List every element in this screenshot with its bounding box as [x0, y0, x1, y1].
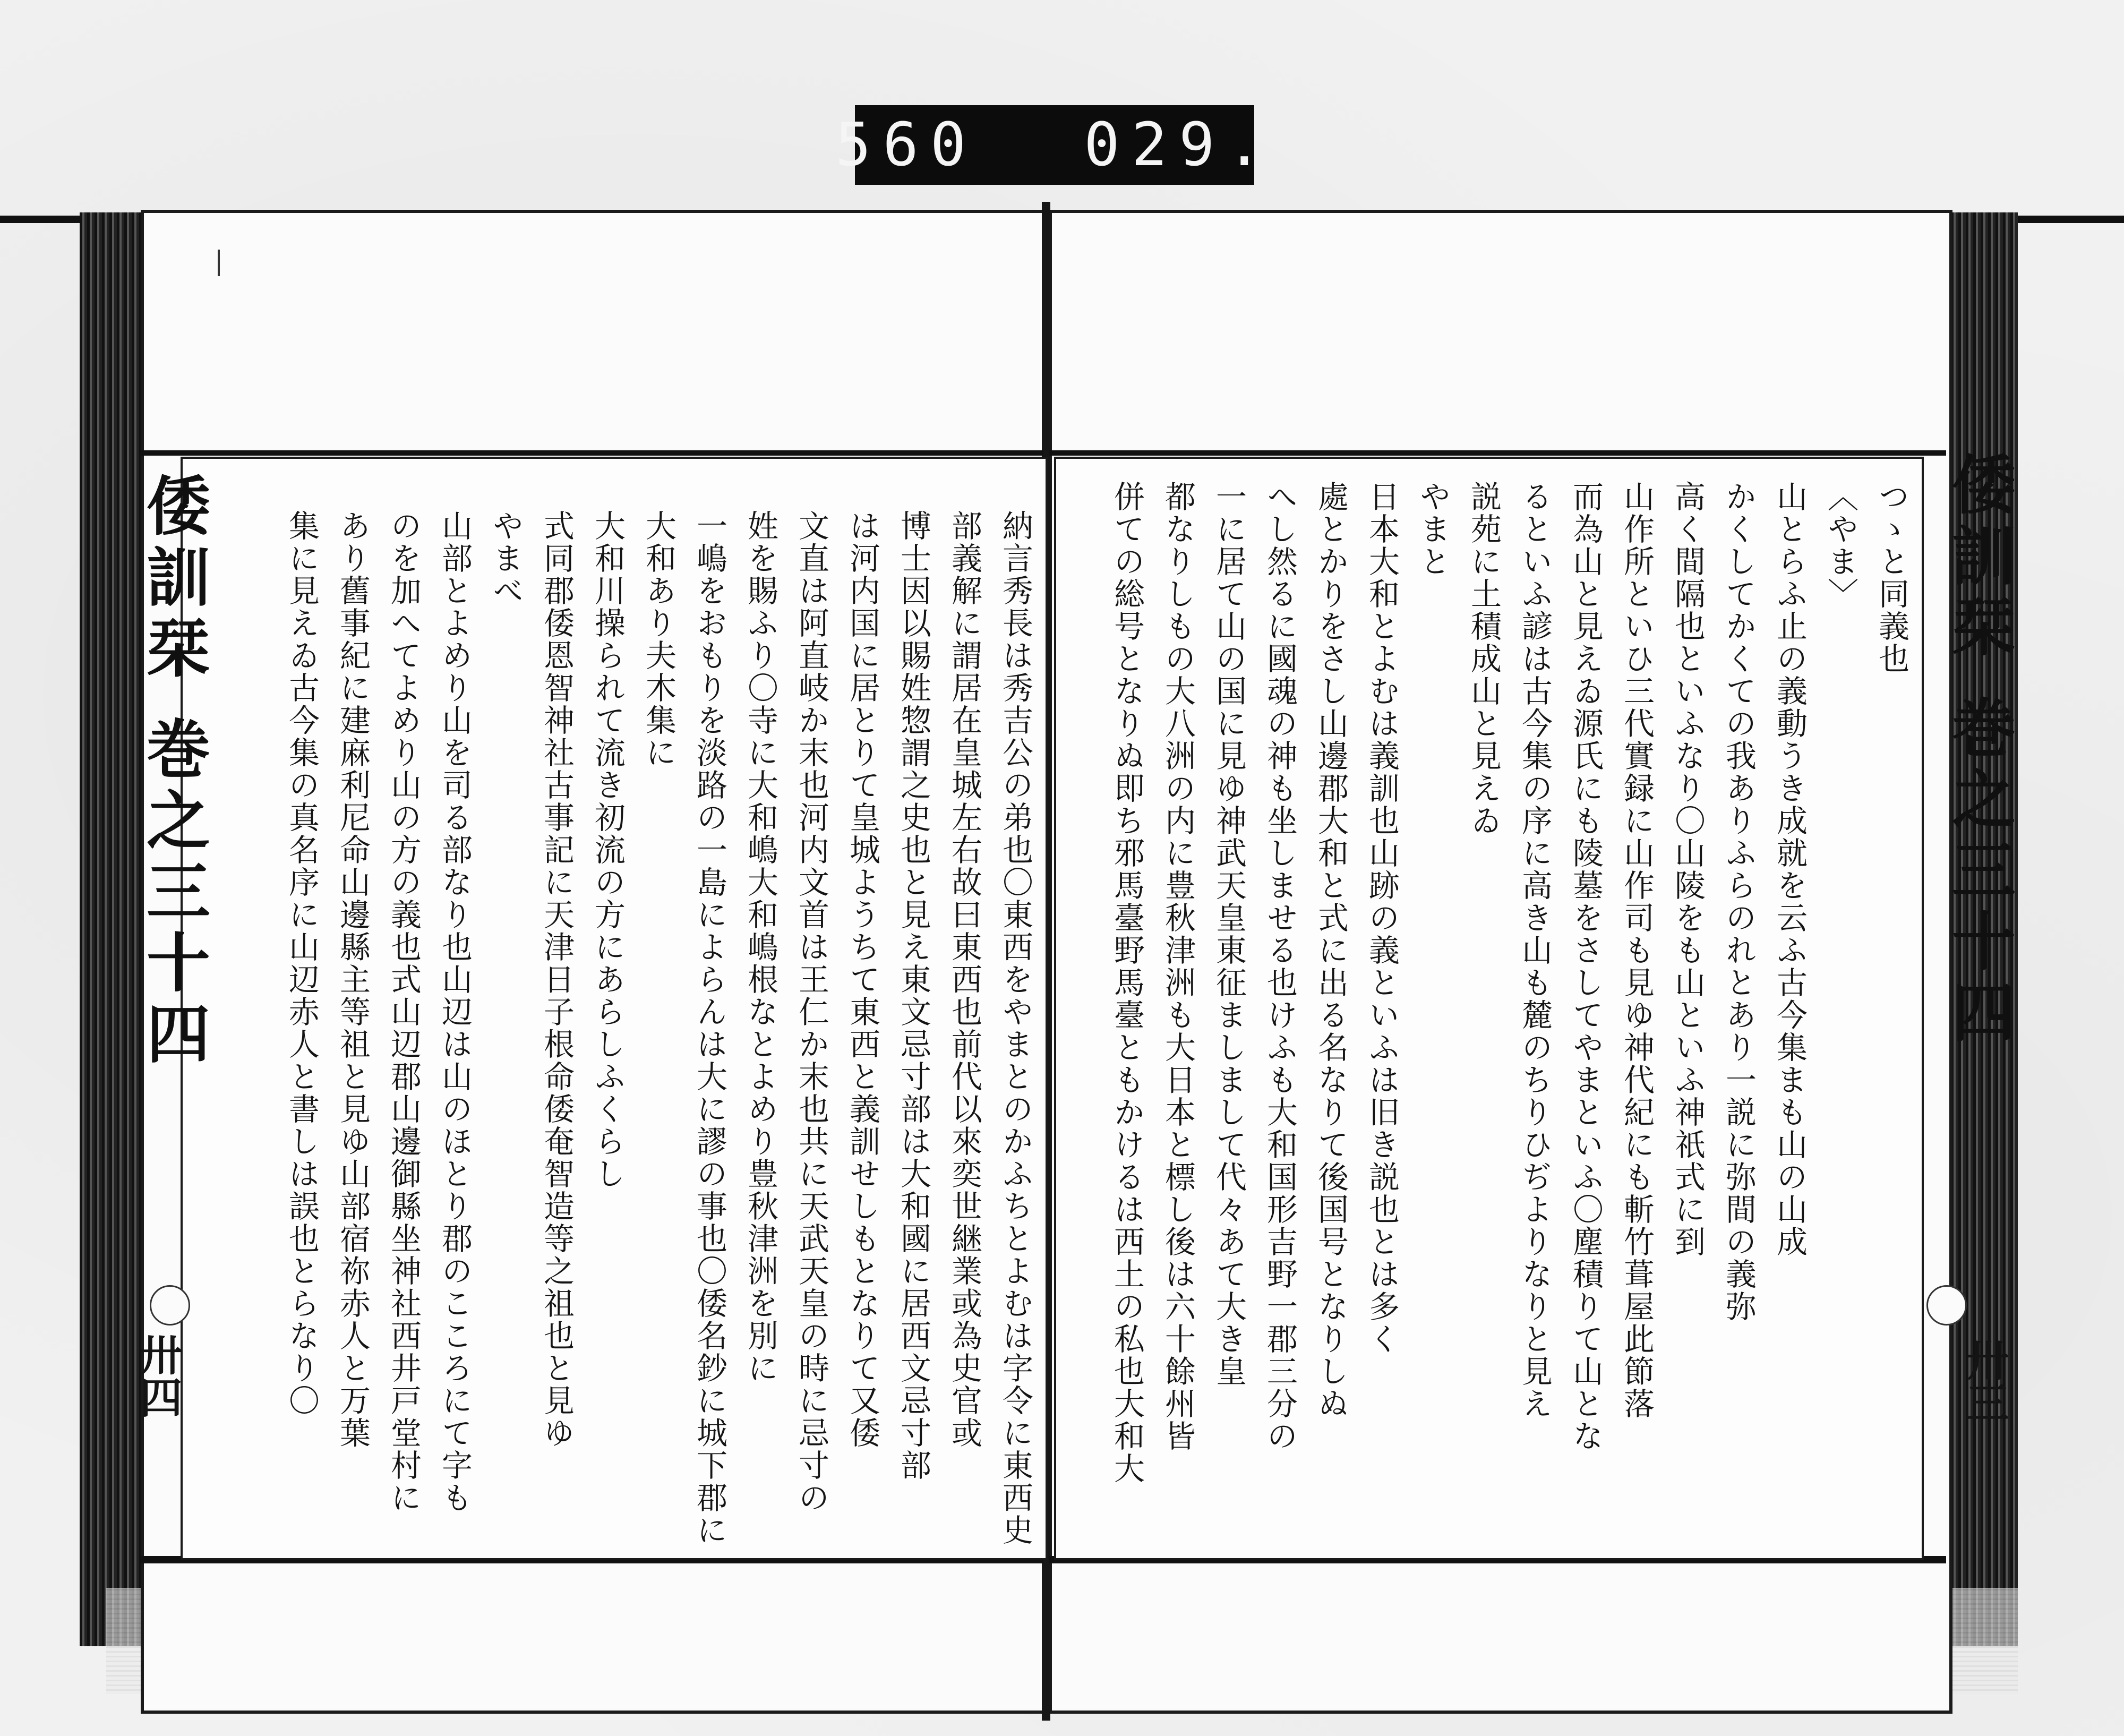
text-line: 納言秀長は秀吉公の弟也〇東西をやまとのかふちとよむは字令に東西史	[997, 510, 1033, 1546]
text-line: 山部とよめり山を司る部なり也山辺は山のほとり郡のこころにて字も	[436, 510, 473, 1514]
right-folio: 卅三	[1959, 1338, 2009, 1423]
text-line: るといふ諺は古今集の序に高き山も麓のちりひぢよりなりと見え	[1517, 481, 1553, 1420]
right-page-text	[1067, 481, 1917, 1548]
text-line: 博士因以賜姓惣謂之史也と見え東文忌寸部は大和國に居西文忌寸部	[895, 510, 931, 1482]
right-margin-title-text: 倭訓栞	[1941, 451, 2016, 665]
left-top-frame-rule	[141, 450, 1043, 456]
text-line: 式同郡倭恩智神社古事記に天津日子根命倭奄智造等之祖也と見ゆ	[538, 510, 575, 1449]
text-line: やまべ	[487, 510, 524, 607]
left-page-mark	[218, 250, 220, 276]
right-top-frame-rule	[1049, 450, 1946, 456]
text-line: 〈やま〉	[1822, 481, 1858, 610]
archive-label	[835, 105, 1274, 185]
text-line: つゝと同義也	[1873, 481, 1909, 675]
text-line: 姓を賜ふり〇寺に大和嶋大和嶋根なとよめり豊秋津洲を別に	[742, 510, 778, 1384]
text-line: かくしてかくての我ありふらのれとあり一説に弥間の義弥	[1720, 481, 1757, 1323]
text-line: 山作所といひ三代實録に山作司も見ゆ神代紀にも斬竹葺屋此節落	[1618, 481, 1655, 1420]
text-line: 大和あり夫木集に	[640, 510, 676, 769]
text-line: 山とらふ止の義動うき成就を云ふ古今集まも山の山成	[1771, 481, 1808, 1258]
text-line: 併ての総号となりぬ即ち邪馬臺野馬臺ともかけるは西土の私也大和大	[1109, 481, 1145, 1485]
archive-label-left-number: 560	[835, 110, 978, 179]
text-line: 集に見えゐ古今集の真名序に山辺赤人と書しは誤也とらなり〇	[284, 510, 320, 1417]
text-line: あり舊事紀に建麻利尼命山邊縣主等祖と見ゆ山部宿祢赤人と万葉	[335, 510, 371, 1449]
text-line: 日本大和とよむは義訓也山跡の義といふは旧き説也とは多く	[1364, 481, 1400, 1355]
left-folio: 卅四	[133, 1333, 183, 1418]
text-line: 説苑に土積成山と見えゐ	[1466, 481, 1502, 837]
left-margin-title-text: 倭訓栞	[136, 473, 211, 686]
text-line: 文直は阿直岐か末也河内文首は王仁か末也共に天武天皇の時に忌寸の	[793, 510, 829, 1514]
text-line: のを加へてよめり山の方の義也式山辺郡山邊御縣坐神社西井戸堂村に	[386, 510, 422, 1514]
text-line: 大和川操られて流き初流の方にあらしふくらし	[589, 510, 626, 1190]
right-margin-volume: 巻之三十四	[1941, 694, 2016, 1050]
text-line: やまと	[1415, 481, 1451, 578]
text-line: は河内国に居とりて皇城ようちて東西と義訓せしもとなりて又倭	[844, 510, 880, 1449]
left-margin-volume: 巻之三十四	[136, 715, 211, 1072]
text-line: 部義解に謂居在皇城左右故曰東西也前代以來奕世継業或為史官或	[946, 510, 982, 1449]
left-page-text	[191, 510, 1041, 1567]
text-line: 而為山と見えゐ源氏にも陵墓をさしてやまといふ〇塵積りて山とな	[1568, 481, 1604, 1452]
text-line: 都なりしもの大八洲の内に豊秋津洲も大日本と標し後は六十餘州皆	[1160, 481, 1196, 1452]
text-line: 處とかりをさし山邊郡大和と式に出る名なりて後国号となりしぬ	[1313, 481, 1349, 1420]
text-line: 高く間隔也といふなり〇山陵をも山といふ神祇式に到	[1669, 481, 1706, 1258]
text-line: 一嶋をおもりを淡路の一島によらんは大に謬の事也〇倭名鈔に城下郡に	[691, 510, 727, 1546]
text-line: 一に居て山の国に見ゆ神武天皇東征ましまして代々あて大き皇	[1211, 481, 1247, 1388]
archive-label-right-number: 029.	[1084, 110, 1274, 179]
text-line: へし然るに國魂の神も坐しませる也けふも大和国形吉野一郡三分の	[1262, 481, 1298, 1452]
